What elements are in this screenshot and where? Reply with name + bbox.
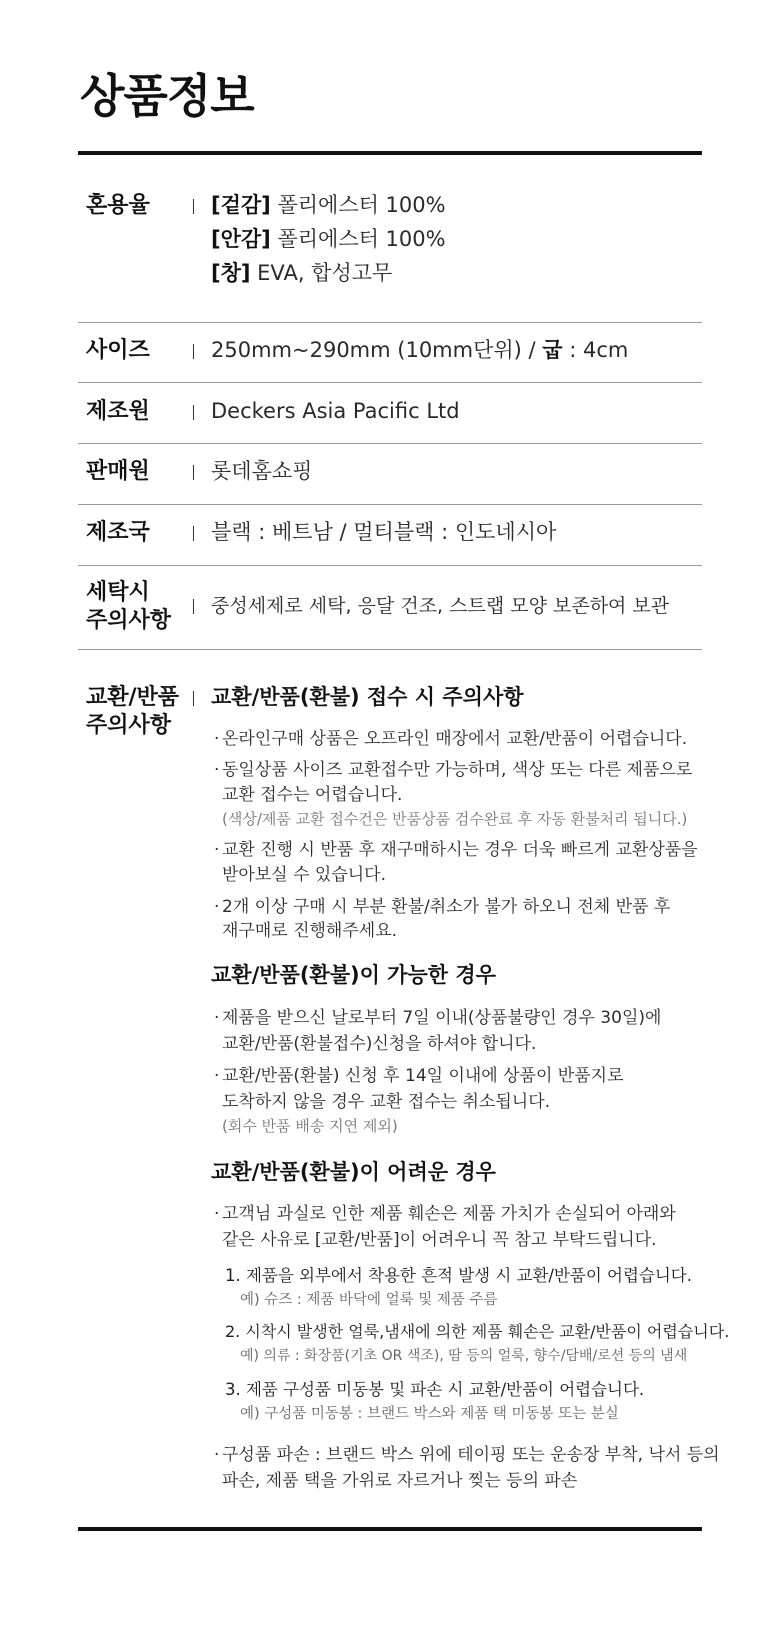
page-title: 상품정보 <box>80 69 254 123</box>
blend-line-outer: [겉감] 폴리에스터 100% <box>211 193 446 217</box>
row-label-exchange-2: 주의사항 <box>86 713 172 738</box>
blend-tag-lining: [안감] <box>211 227 271 251</box>
row-divider <box>78 504 702 505</box>
list-item: · 동일상품 사이즈 교환접수만 가능하며, 색상 또는 다른 제품으로 <box>214 760 693 780</box>
list-item: · 고객님 과실로 인한 제품 훼손은 제품 가치가 손실되어 아래와 <box>214 1204 676 1224</box>
list-item-cont: 파손, 제품 택을 가위로 자르거나 찢는 등의 파손 <box>222 1471 578 1491</box>
numbered-item-example: 예) 슈즈 : 제품 바닥에 얼룩 및 제품 주름 <box>240 1292 498 1308</box>
row-separator-bar <box>193 691 194 706</box>
section-title-difficult: 교환/반품(환불)이 어려운 경우 <box>211 1160 496 1184</box>
numbered-item-example: 예) 구성품 미동봉 : 브랜드 박스와 제품 택 미동봉 또는 분실 <box>240 1406 619 1422</box>
blend-line-lining: [안감] 폴리에스터 100% <box>211 227 446 251</box>
note-text: (회수 반품 배송 지연 제외) <box>222 1117 398 1135</box>
list-item: · 구성품 파손 : 브랜드 박스 위에 테이핑 또는 운송장 부착, 낙서 등의 <box>214 1445 720 1465</box>
row-label-washing-2: 주의사항 <box>86 608 172 633</box>
list-item-cont: 재구매로 진행해주세요. <box>222 921 398 941</box>
list-item-cont: 같은 사유로 [교환/반품]이 어려우니 꼭 참고 부탁드립니다. <box>222 1230 657 1250</box>
row-label-size: 사이즈 <box>86 338 150 363</box>
country-value: 블랙 : 베트남 / 멀티블랙 : 인도네시아 <box>211 520 557 544</box>
row-separator-bar <box>193 199 194 214</box>
list-item: · 교환/반품(환불) 신청 후 14일 이내에 상품이 반품지로 <box>214 1066 624 1086</box>
list-item: · 온라인구매 상품은 오프라인 매장에서 교환/반품이 어렵습니다. <box>214 729 688 749</box>
row-label-seller: 판매원 <box>86 459 150 484</box>
row-divider <box>78 322 702 323</box>
row-separator-bar <box>193 526 194 541</box>
washing-value: 중성세제로 세탁, 응달 건조, 스트랩 모양 보존하여 보관 <box>211 595 670 617</box>
blend-tag-sole: [창] <box>211 261 251 285</box>
blend-line-sole: [창] EVA, 합성고무 <box>211 261 393 285</box>
row-label-exchange-1: 교환/반품 <box>86 685 180 710</box>
row-label-country: 제조국 <box>86 520 150 545</box>
row-label-blend: 혼용율 <box>86 193 150 218</box>
row-separator-bar <box>193 599 194 614</box>
list-item-cont: 받아보실 수 있습니다. <box>222 865 387 885</box>
section-title-possible: 교환/반품(환불)이 가능한 경우 <box>211 963 496 987</box>
numbered-item-example: 예) 의류 : 화장품(기초 OR 색조), 땀 등의 얼룩, 향수/담배/로션 등의 냄새 <box>240 1348 688 1364</box>
list-item-cont: 교환 접수는 어렵습니다. <box>222 785 403 805</box>
numbered-item: 3. 제품 구성품 미동봉 및 파손 시 교환/반품이 어렵습니다. <box>225 1380 645 1399</box>
row-separator-bar <box>193 465 194 480</box>
numbered-item: 2. 시착시 발생한 얼룩,냄새에 의한 제품 훼손은 교환/반품이 어렵습니다. <box>225 1322 730 1341</box>
row-label-manufacturer: 제조원 <box>86 399 150 424</box>
row-separator-bar <box>193 405 194 420</box>
list-item: · 2개 이상 구매 시 부분 환불/취소가 불가 하오니 전체 반품 후 <box>214 897 671 917</box>
numbered-item: 1. 제품을 외부에서 착용한 흔적 발생 시 교환/반품이 어렵습니다. <box>225 1266 692 1285</box>
row-separator-bar <box>193 344 194 359</box>
row-divider <box>78 565 702 566</box>
list-item-cont: 교환/반품(환불접수)신청을 하셔야 합니다. <box>222 1034 537 1054</box>
row-divider <box>78 443 702 444</box>
section-title-exchange-notice: 교환/반품(환불) 접수 시 주의사항 <box>211 685 524 709</box>
size-value: 250mm~290mm (10mm단위) / 굽 : 4cm <box>211 338 629 362</box>
bottom-divider <box>78 1527 702 1531</box>
top-divider <box>78 151 702 155</box>
row-divider <box>78 649 702 650</box>
blend-tag-outer: [겉감] <box>211 193 271 217</box>
list-item-cont: 도착하지 않을 경우 교환 접수는 취소됩니다. <box>222 1092 551 1112</box>
row-label-washing-1: 세탁시 <box>86 580 150 605</box>
note-text: (색상/제품 교환 접수건은 반품상품 검수완료 후 자동 환불처리 됩니다.) <box>222 810 688 828</box>
list-item: · 교환 진행 시 반품 후 재구매하시는 경우 더욱 빠르게 교환상품을 <box>214 840 698 860</box>
seller-value: 롯데홈쇼핑 <box>211 459 313 483</box>
list-item: · 제품을 받으신 날로부터 7일 이내(상품불량인 경우 30일)에 <box>214 1008 662 1028</box>
manufacturer-value: Deckers Asia Pacific Ltd <box>211 399 460 423</box>
row-divider <box>78 382 702 383</box>
